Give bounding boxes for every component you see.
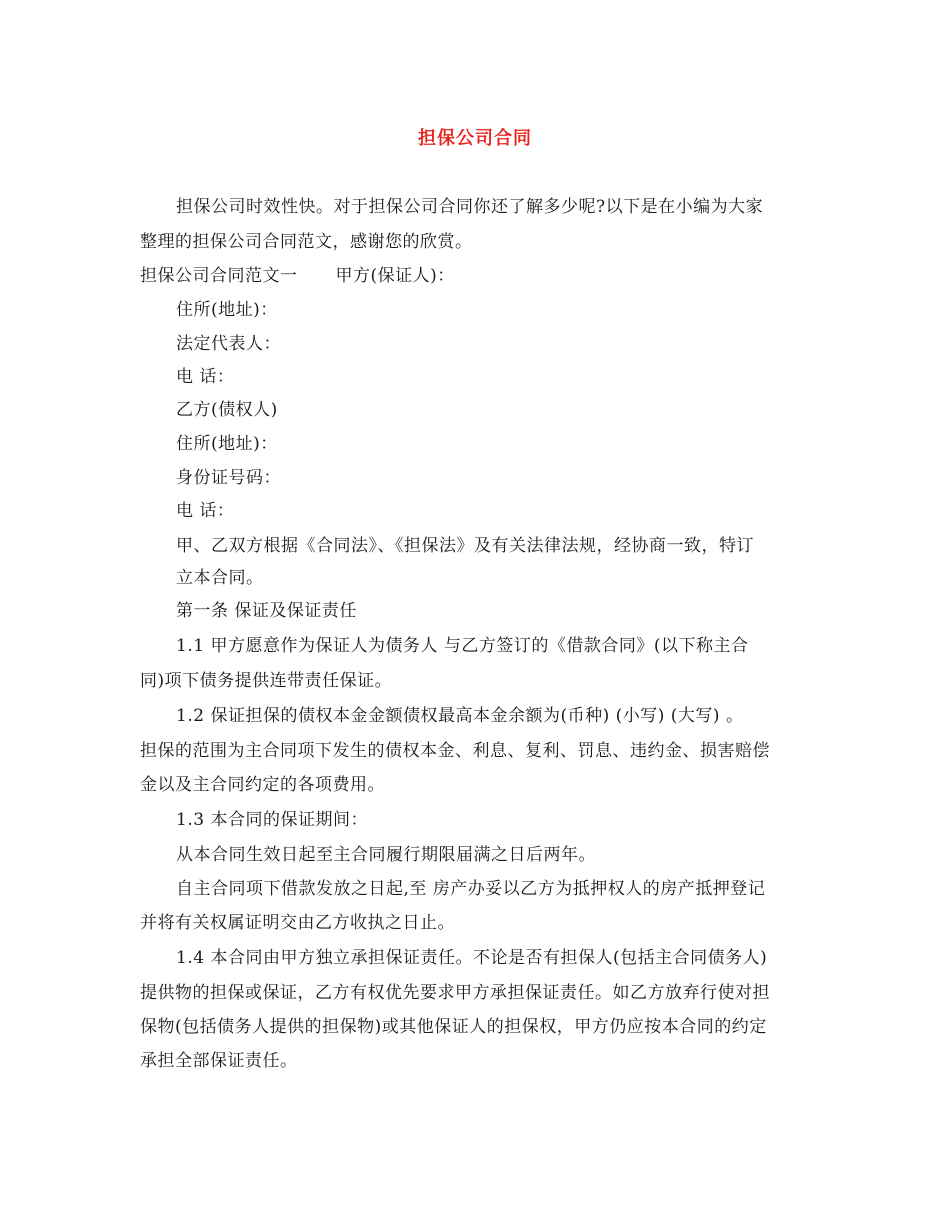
clause-1-2-line-1: 1.2 保证担保的债权本金金额债权最高本金余额为(币种) (小写) (大写) 。 — [176, 706, 744, 726]
party-b-phone: 电 话： — [176, 501, 235, 521]
preamble-line-1: 甲、乙双方根据《合同法》、《担保法》及有关法律法规，经协商一致，特订 — [176, 536, 754, 556]
clause-1-3-line-1: 1.3 本合同的保证期间： — [176, 810, 368, 830]
party-b-id-number: 身份证号码： — [176, 468, 281, 488]
clause-1-2-line-2: 担保的范围为主合同项下发生的债权本金、利息、复利、罚息、违约金、损害赔偿 — [140, 741, 770, 761]
clause-1-3-line-2: 从本合同生效日起至主合同履行期限届满之日后两年。 — [176, 845, 596, 865]
party-b-label: 乙方(债权人) — [176, 400, 278, 420]
party-a-legal-rep: 法定代表人： — [176, 334, 281, 354]
article-1-heading: 第一条 保证及保证责任 — [176, 601, 357, 621]
intro-line-2: 整理的担保公司合同范文，感谢您的欣赏。 — [140, 232, 473, 252]
document-title: 担保公司合同 — [418, 128, 532, 149]
sample-heading: 担保公司合同范文一 — [140, 266, 298, 286]
clause-1-3-line-3: 自主合同项下借款发放之日起,至 房产办妥以乙方为抵押权人的房产抵押登记 — [176, 879, 766, 899]
party-b-address: 住所(地址)： — [176, 434, 278, 454]
party-a-address: 住所(地址)： — [176, 300, 278, 320]
party-a-phone: 电 话： — [176, 367, 235, 387]
clause-1-1-line-2: 同)项下债务提供连带责任保证。 — [140, 671, 393, 691]
clause-1-4-line-4: 承担全部保证责任。 — [140, 1051, 298, 1071]
clause-1-1-line-1: 1.1 甲方愿意作为保证人为债务人 与乙方签订的《借款合同》(以下称主合 — [176, 636, 749, 656]
sample-heading-row — [140, 265, 820, 287]
party-a-label: 甲方(保证人)： — [335, 266, 455, 286]
clause-1-4-line-2: 提供物的担保或保证，乙方有权优先要求甲方承担保证责任。如乙方放弃行使对担 — [140, 983, 770, 1003]
preamble-line-2: 立本合同。 — [176, 568, 264, 588]
clause-1-3-line-4: 并将有关权属证明交由乙方收执之日止。 — [140, 913, 455, 933]
clause-1-4-line-3: 保物(包括债务人提供的担保物)或其他保证人的担保权，甲方仍应按本合同的约定 — [140, 1017, 767, 1037]
clause-1-2-line-3: 金以及主合同约定的各项费用。 — [140, 775, 385, 795]
intro-line-1: 担保公司时效性快。对于担保公司合同你还了解多少呢?以下是在小编为大家 — [176, 197, 764, 217]
clause-1-4-line-1: 1.4 本合同由甲方独立承担保证责任。不论是否有担保人(包括主合同债务人) — [176, 948, 768, 968]
